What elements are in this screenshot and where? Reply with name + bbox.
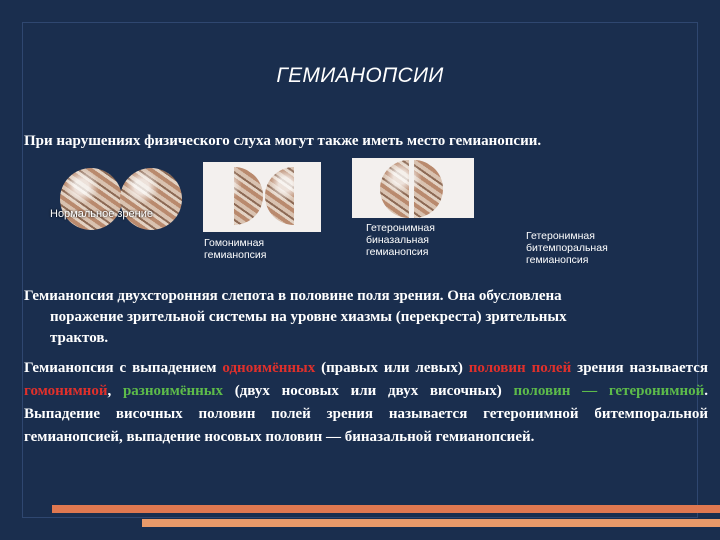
homonymous-caption-line: гемианопсия — [204, 249, 267, 261]
intro-text: При нарушениях физического слуха могут также иметь место гемианопсии. — [24, 133, 542, 149]
text-run: Гемианопсия с выпадением — [24, 360, 223, 376]
highlight-term: разноимённых — [122, 383, 223, 399]
decorative-bar — [52, 505, 720, 513]
homonymous-caption-line: Гомонимная — [204, 237, 265, 249]
text-run: . Выпадение височных половин полей зрения называется гетеронимной битемпоральной гемианопсией, выпадение носовых половин — биназальной гемианопсией. — [24, 383, 708, 445]
definition-line: Гемианопсия двухсторонняя слепота в половине поля зрения. Она обусловлена — [24, 288, 562, 304]
text-run: (двух носовых или двух височных) — [222, 383, 514, 399]
text-run: (правых или левых) — [315, 360, 469, 376]
text-run: , — [107, 383, 123, 399]
bitemporal-caption-line: Гетеронимная — [526, 230, 595, 242]
text-run: зрения называется — [571, 360, 708, 376]
highlight-term: половин полей — [468, 360, 572, 376]
binasal-caption-line: биназальная — [366, 234, 429, 246]
highlight-term: одноимённых — [222, 360, 316, 376]
bitemporal-caption — [526, 230, 608, 266]
left-eye-image — [60, 168, 122, 230]
highlight-term: половин — гетеронимной — [513, 383, 705, 399]
definition-line: трактов. — [50, 330, 109, 346]
classification-paragraph — [24, 357, 708, 449]
binasal-caption — [366, 222, 435, 258]
decorative-bar — [142, 519, 720, 527]
bitemporal-caption-line: битемпоральная — [526, 242, 608, 254]
bitemporal-caption-line: гемианопсия — [526, 254, 589, 266]
highlight-term: гомонимной — [24, 383, 108, 399]
homonymous-caption — [204, 237, 267, 261]
binasal-image-card — [352, 158, 474, 218]
definition-paragraph — [24, 286, 708, 349]
definition-line: поражение зрительной системы на уровне хиазмы (перекреста) зрительных — [50, 309, 567, 325]
slide-title: ГЕМИАНОПСИИ — [276, 64, 444, 87]
binasal-caption-line: гемианопсия — [366, 246, 429, 258]
binasal-caption-line: Гетеронимная — [366, 222, 435, 234]
normal-vision-caption: Нормальное зрение — [50, 208, 153, 220]
right-eye-image — [120, 168, 182, 230]
